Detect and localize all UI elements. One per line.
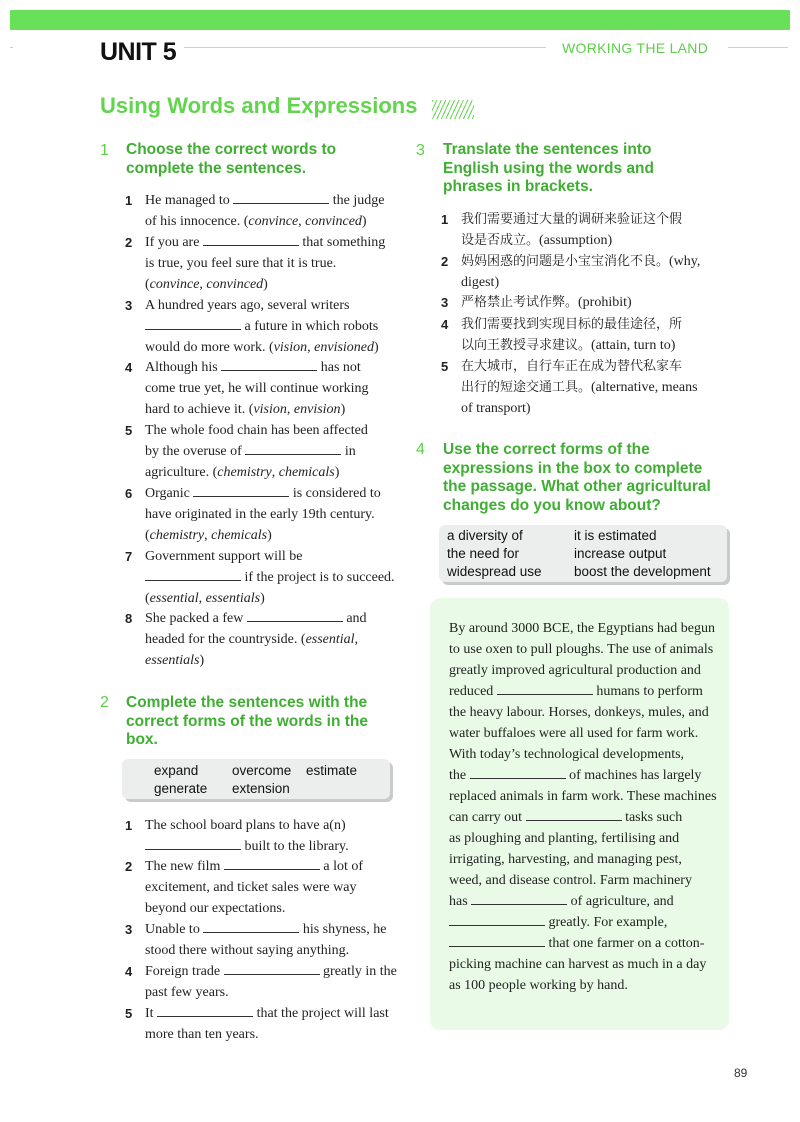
ex1-item: 4 Although his has not come true yet, he will continue working hard to achieve it. (vision, envision) xyxy=(125,360,369,417)
answer-blank[interactable] xyxy=(247,609,343,622)
ex2-item: 4 Foreign trade greatly in the past few years. xyxy=(125,964,397,1000)
ex3-item: 2 妈妈困惑的问题是小宝宝消化不良。(why, digest) xyxy=(441,254,701,290)
exercise-2-number: 2 xyxy=(100,694,109,711)
answer-blank[interactable] xyxy=(497,682,593,695)
hatch-decoration xyxy=(432,100,474,119)
answer-blank[interactable] xyxy=(449,913,545,926)
answer-blank[interactable] xyxy=(145,317,241,330)
ex1-item: 6 Organic is considered to have originated in the early 19th century. (chemistry, chemicals) xyxy=(125,486,381,543)
answer-blank[interactable] xyxy=(233,191,329,204)
ex1-item: 3 A hundred years ago, several writers a future in which robots would do more work. (vision, envisioned) xyxy=(125,298,379,355)
unit-label: UNIT 5 xyxy=(100,38,177,66)
answer-blank[interactable] xyxy=(145,568,241,581)
exercise-4-number: 4 xyxy=(416,441,425,458)
exercise-2-title: Complete the sentences with the correct forms of the words in the box. xyxy=(126,694,369,748)
answer-blank[interactable] xyxy=(224,962,320,975)
exercise-1-number: 1 xyxy=(100,142,109,159)
ex1-item: 1 He managed to the judge of his innocence. (convince, convinced) xyxy=(125,193,385,229)
word-box-item: estimate xyxy=(306,763,358,778)
header-rule-right xyxy=(728,47,788,48)
expression-box-item: a diversity of xyxy=(447,528,523,543)
ex2-item: 5 It that the project will last more than ten years. xyxy=(125,1006,389,1042)
expression-box-item: increase output xyxy=(574,546,667,561)
ex2-item: 1 The school board plans to have a(n) built to the library. xyxy=(125,818,349,854)
answer-blank[interactable] xyxy=(449,934,545,947)
top-color-bar xyxy=(10,10,790,30)
answer-blank[interactable] xyxy=(193,484,289,497)
ex1-item: 5 The whole food chain has been affected by the overuse of in agriculture. (chemistry, chemicals) xyxy=(125,423,368,480)
ex1-item: 2 If you are that something is true, you feel sure that it is true. (convince, convinced) xyxy=(125,235,386,292)
expression-box-item: it is estimated xyxy=(574,528,657,543)
word-box xyxy=(122,759,390,799)
answer-blank[interactable] xyxy=(245,442,341,455)
exercise-3-title: Translate the sentences into English using the words and phrases in brackets. xyxy=(443,141,654,195)
ex3-item: 4 我们需要找到实现目标的最佳途径，所 以向王教授寻求建议。(attain, turn to) xyxy=(441,317,683,353)
page-number: 89 xyxy=(734,1066,748,1080)
ex3-item: 5 在大城市，自行车正在成为替代私家车 出行的短途交通工具。(alternative, means of transport) xyxy=(441,359,698,416)
expression-box-item: widespread use xyxy=(447,564,542,579)
header-tick xyxy=(10,47,13,48)
ex1-item: 8 She packed a few and headed for the countryside. (essential, essentials) xyxy=(125,611,367,668)
passage-text: By around 3000 BCE, the Egyptians had begun to use oxen to pull ploughs. The use of animals greatly improved agricultural production and reduced humans to perform the heavy labour. Horses, donkeys, mules, and water buffaloes were all used for farm work. With today’s technological developments, the of machines has largely replaced animals in farm work. These machines can carry out tasks such as ploughing and planting, fertilising and irrigating, harvesting, and managing pest, weed, and disease control. Farm machinery has of agriculture, and greatly. For example, that one farmer on a cotton- picking machine can harvest as much in a day as 100 people working by hand. xyxy=(449,621,717,993)
ex1-item: 7 Government support will be if the project is to succeed. (essential, essentials) xyxy=(125,549,395,606)
header-rule xyxy=(184,47,546,48)
expression-box-item: the need for xyxy=(447,546,520,561)
exercise-1-title: Choose the correct words to complete the sentences. xyxy=(126,141,337,177)
section-title: Using Words and Expressions xyxy=(100,93,418,118)
word-box-item: generate xyxy=(154,781,208,796)
answer-blank[interactable] xyxy=(221,358,317,371)
expression-box-item: boost the development xyxy=(574,564,711,579)
expression-box xyxy=(439,525,727,582)
ex3-item: 1 我们需要通过大量的调研来验证这个假 设是否成立。(assumption) xyxy=(441,212,683,248)
exercise-4-title: Use the correct forms of the expressions in the box to complete the passage. What other agricultural changes do you know about? xyxy=(443,441,711,514)
word-box-item: expand xyxy=(154,763,199,778)
ex2-item: 3 Unable to his shyness, he stood there without saying anything. xyxy=(125,922,387,958)
answer-blank[interactable] xyxy=(224,857,320,870)
ex2-item: 2 The new film a lot of excitement, and ticket sales were way beyond our expectations. xyxy=(125,859,364,916)
answer-blank[interactable] xyxy=(145,837,241,850)
answer-blank[interactable] xyxy=(526,808,622,821)
word-box-item: extension xyxy=(232,781,290,796)
word-box-item: overcome xyxy=(232,763,292,778)
answer-blank[interactable] xyxy=(157,1004,253,1017)
answer-blank[interactable] xyxy=(203,233,299,246)
answer-blank[interactable] xyxy=(471,892,567,905)
answer-blank[interactable] xyxy=(203,920,299,933)
answer-blank[interactable] xyxy=(470,766,566,779)
ex3-item: 3 严格禁止考试作弊。(prohibit) xyxy=(441,295,632,310)
unit-title: WORKING THE LAND xyxy=(562,40,709,56)
exercise-3-number: 3 xyxy=(416,142,425,159)
